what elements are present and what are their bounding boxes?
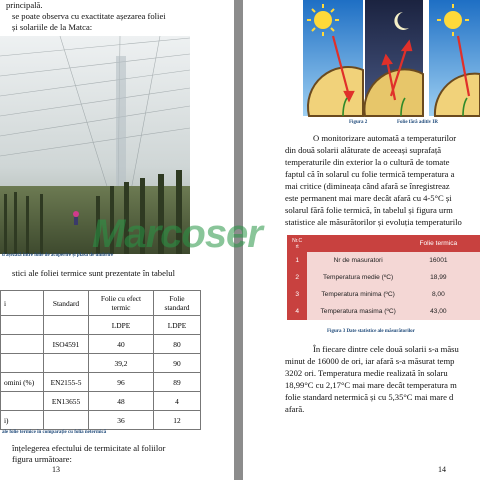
table-cell: Temperatura medie (ºC) <box>307 269 409 286</box>
table-row <box>1 335 201 354</box>
table-caption: ale folie termice în comparație cu folia netermică <box>2 430 107 435</box>
table-cell: 36 <box>89 411 154 430</box>
table-row <box>1 354 201 373</box>
table-header-row <box>287 235 480 252</box>
text-line: 3202 ori. Temperatura medie realizată în solaru <box>285 368 448 378</box>
table-cell: ISO4591 <box>44 335 89 354</box>
table-row <box>1 316 201 335</box>
text-line: și solariile de la Matca: <box>12 22 93 32</box>
table-cell: Temperatura masima (ºC) <box>307 303 409 320</box>
table-cell <box>1 392 44 411</box>
text-line: statistice ale măsurătorilor și evoluția temperaturilo <box>285 217 462 227</box>
text-line: figura următoare: <box>12 454 72 464</box>
text-line: mai critice (dimineața când afară se înregistreaz <box>285 181 450 191</box>
table-cell <box>1 354 44 373</box>
text-line: se poate observa cu exactitate așezarea foliei <box>12 11 166 21</box>
table-cell <box>307 235 409 252</box>
table-cell: EN2155-5 <box>44 373 89 392</box>
table-cell <box>1 316 44 335</box>
table-cell: 90 <box>154 354 201 373</box>
table-cell <box>44 411 89 430</box>
text-line: principală. <box>6 0 43 10</box>
text-line: afară. <box>285 404 305 414</box>
table-cell: 18,99 <box>409 269 468 286</box>
text-line: temperaturile din exterior la o cultură de tomate <box>285 157 450 167</box>
table-cell: Temperatura minima (ºC) <box>307 286 409 303</box>
watermark-logo: Marcoser <box>92 212 262 256</box>
text-line: stici ale foliei termice sunt prezentate în tabelul <box>12 268 175 278</box>
page-number: 14 <box>438 465 446 474</box>
table-cell: LDPE <box>89 316 154 335</box>
right-page <box>243 0 480 480</box>
table-cell: 4 <box>287 303 307 320</box>
table-cell <box>44 316 89 335</box>
table-cell: 16001 <box>409 252 468 269</box>
table-caption: Figura 3 Date statistice ale măsurătorilor <box>327 329 415 334</box>
table-row <box>287 286 480 303</box>
table-cell: Standard <box>44 291 89 316</box>
table-row <box>1 392 201 411</box>
properties-table <box>0 290 201 430</box>
table-row <box>1 373 201 392</box>
table-cell: 8,00 <box>409 286 468 303</box>
photo-caption: d așezată între folie de acoperire și plasa de umbrire <box>2 253 114 258</box>
table-cell <box>44 354 89 373</box>
statistics-table <box>287 235 480 320</box>
table-row <box>287 252 480 269</box>
figure-caption-left: Figura 2 <box>349 120 368 125</box>
table-cell: 96 <box>89 373 154 392</box>
table-row <box>287 303 480 320</box>
text-line: 18,99°C cu 2,17°C mai mare decât temperatura m <box>285 380 457 390</box>
table-cell: 48 <box>89 392 154 411</box>
text-line: înțelegerea efectului de termicitate al foliilor <box>12 443 166 453</box>
table-cell: LDPE <box>154 316 201 335</box>
table-cell: 3 <box>287 286 307 303</box>
figure-caption-right: Folie fără aditiv IR <box>397 120 438 125</box>
table-cell: 40 <box>89 335 154 354</box>
text-line: este permanent mai mare decât afară cu 4-5°C și <box>285 193 452 203</box>
table-cell: i) <box>1 411 44 430</box>
table-row <box>287 269 480 286</box>
text-line: folie standard netermică și cu 5,35°C mai mare d <box>285 392 454 402</box>
table-row <box>1 291 201 316</box>
page-number: 13 <box>52 465 60 474</box>
table-cell: 80 <box>154 335 201 354</box>
table-cell: 12 <box>154 411 201 430</box>
table-cell: 2 <box>287 269 307 286</box>
table-cell: Nr.C rt <box>287 235 307 252</box>
table-cell: 1 <box>287 252 307 269</box>
table-cell: 39,2 <box>89 354 154 373</box>
table-cell: omini (%) <box>1 373 44 392</box>
text-line: solarul fără folie termică, în tabelul și figura urm <box>285 205 453 215</box>
table-cell: 4 <box>154 392 201 411</box>
table-cell: Nr de masuratori <box>307 252 409 269</box>
text-line: O monitorizare automată a temperaturilor <box>313 133 457 143</box>
table-cell: EN13655 <box>44 392 89 411</box>
text-line: În fiecare dintre cele două solarii s-a măsu <box>313 344 459 354</box>
text-line: minut de 16000 de ori, iar afară s-a măsurat temp <box>285 356 455 366</box>
ir-diagram-figure <box>303 0 480 118</box>
table-cell: 43,00 <box>409 303 468 320</box>
table-cell: Folie standard <box>154 291 201 316</box>
table-cell <box>1 335 44 354</box>
table-cell: 89 <box>154 373 201 392</box>
table-cell: i <box>1 291 44 316</box>
text-line: din două solarii alăturate de aceeași suprafață <box>285 145 442 155</box>
table-row <box>1 411 201 430</box>
table-cell: Folie cu efect termic <box>89 291 154 316</box>
table-cell: Folie termica <box>409 235 468 252</box>
text-line: faptul că în solarul cu folie termică temperatura a <box>285 169 455 179</box>
